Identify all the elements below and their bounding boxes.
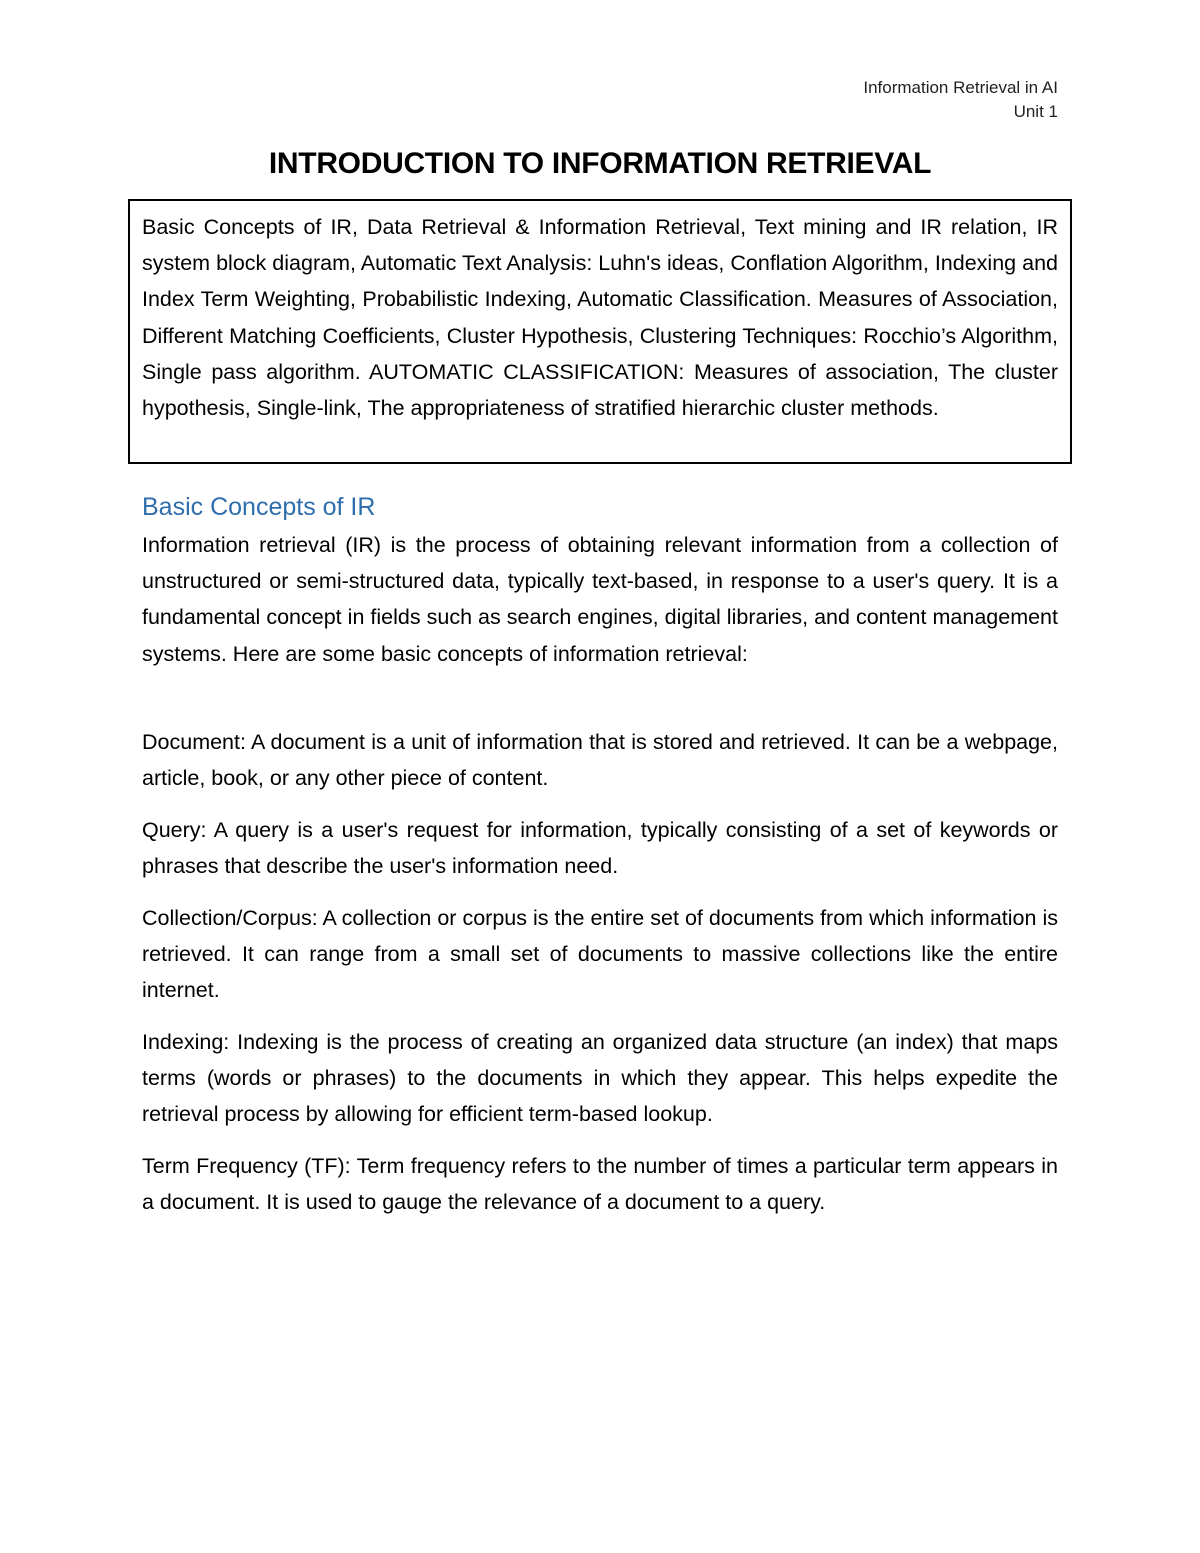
syllabus-box: Basic Concepts of IR, Data Retrieval & Information Retrieval, Text mining and IR relation, IR system block diagram, Automatic Text Analysis: Luhn's ideas, Conflation Algorithm, Indexing and Index Term Weighting, Probabilistic Indexing, Automatic Classification. Measures of Association, Different Matching Coefficients, Cluster Hypothesis, Clustering Techniques: Rocchio’s Algorithm, Single pass algorithm. AUTOMATIC CLASSIFICATION: Measures of association, The cluster hypothesis, Single-link, The appropriateness of stratified hierarchic cluster methods. bbox=[128, 199, 1072, 464]
section-heading: Basic Concepts of IR bbox=[142, 493, 376, 521]
header-course-title: Information Retrieval in AI bbox=[863, 78, 1058, 97]
paragraph-term-frequency: Term Frequency (TF): Term frequency refers to the number of times a particular term appears in a document. It is used to gauge the relevance of a document to a query. bbox=[142, 1154, 1058, 1215]
paragraph-collection: Collection/Corpus: A collection or corpus is the entire set of documents from which information is retrieved. It can range from a small set of documents to massive collections like the entire internet. bbox=[142, 906, 1058, 1003]
paragraph-indexing: Indexing: Indexing is the process of creating an organized data structure (an index) that maps terms (words or phrases) to the documents in which they appear. This helps expedite the retrieval process by allowing for efficient term-based lookup. bbox=[142, 1030, 1058, 1127]
page-title: INTRODUCTION TO INFORMATION RETRIEVAL bbox=[268, 147, 932, 180]
paragraph-query: Query: A query is a user's request for information, typically consisting of a set of keywords or phrases that describe the user's information need. bbox=[142, 818, 1058, 879]
paragraph-document: Document: A document is a unit of information that is stored and retrieved. It can be a webpage, article, book, or any other piece of content. bbox=[142, 730, 1058, 791]
header-unit-label: Unit 1 bbox=[1013, 102, 1058, 121]
paragraph-intro: Information retrieval (IR) is the process of obtaining relevant information from a collection of unstructured or semi-structured data, typically text-based, in response to a user's query. It is a fundamental concept in fields such as search engines, digital libraries, and content management systems. Here are some basic concepts of information retrieval: bbox=[142, 533, 1058, 666]
running-header bbox=[863, 76, 1058, 124]
